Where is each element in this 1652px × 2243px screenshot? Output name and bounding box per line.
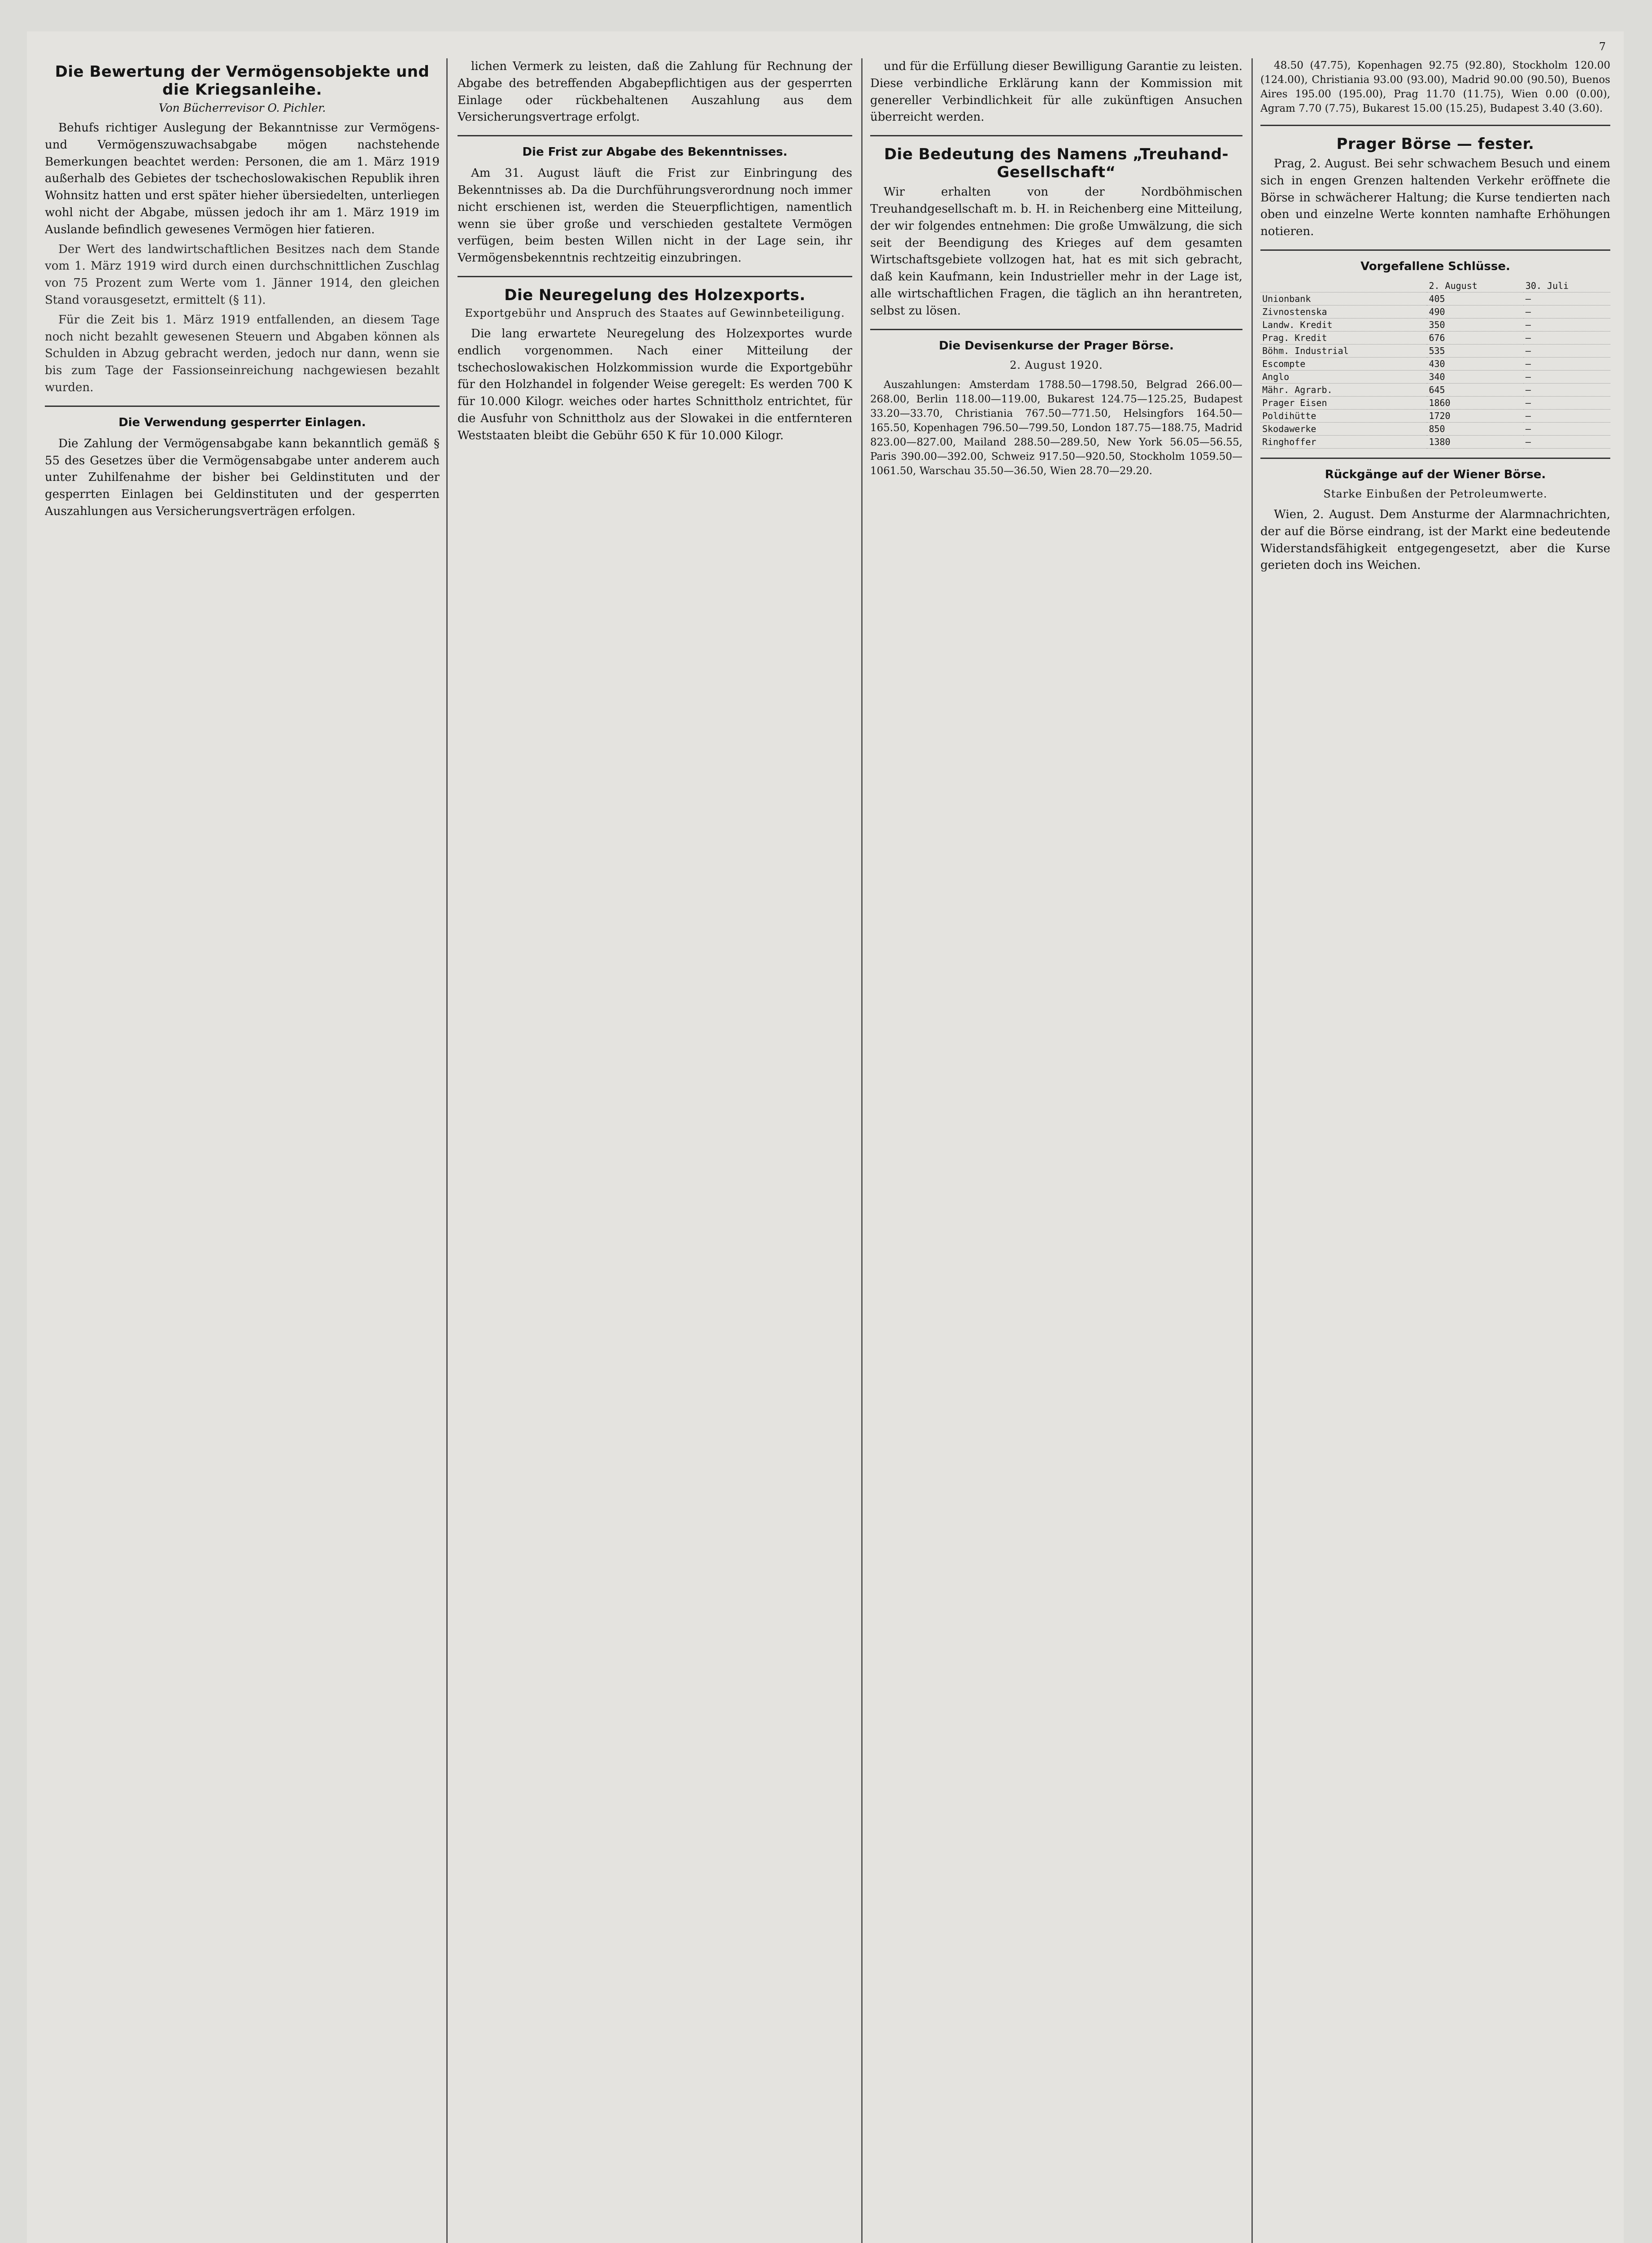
table-row — [1260, 344, 1610, 357]
table-row — [1260, 409, 1610, 422]
column-1 — [45, 58, 440, 2243]
table-row — [1260, 318, 1610, 331]
divider — [458, 135, 852, 136]
table-row — [1260, 331, 1610, 344]
column-rule — [861, 58, 863, 2243]
table-cell: 850 — [1427, 422, 1523, 435]
table-cell: — — [1524, 435, 1610, 448]
column-2 — [458, 58, 852, 2243]
article-title: Die Bedeutung des Namens „Treuhand-Gesellschaft“ — [884, 145, 1229, 182]
table-cell: Prager Eisen — [1260, 396, 1427, 409]
table-cell: 1860 — [1427, 396, 1523, 409]
table-cell: — — [1524, 409, 1610, 422]
paragraph: Auszahlungen: Amsterdam 1788.50—1798.50, Belgrad 266.00—268.00, Berlin 118.00—119.00, Bukarest 124.75—125.25, Budapest 33.20—33.70, Christiania 767.50—771.50, Helsingfors 164.50—165.50, Kopenhagen 796.50—799.50, London 187.75—188.75, Madrid 823.00—827.00, Mailand 288.50—289.50, New York 56.05—56.55, Paris 390.00—392.00, Schweiz 917.50—920.50, Stockholm 1059.50—1061.50, Warschau 35.50—36.50, Wien 28.70—29.20. — [870, 379, 1242, 477]
table-cell: — — [1524, 357, 1610, 370]
section-title: Die Devisenkurse der Prager Börse. — [939, 339, 1174, 353]
paragraph: Der Wert des landwirtschaftlichen Besitzes nach dem Stande vom 1. März 1919 wird durch einen durchschnittlichen Zuschlag von 75 Prozent zum Werte vom 1. Jänner 1914, den gleichen Stand vorausgesetzt, ermittelt (§ 11). — [45, 242, 440, 307]
table-cell: Unionbank — [1260, 292, 1427, 305]
column-3 — [870, 58, 1242, 2243]
table-cell: Zivnostenska — [1260, 305, 1427, 318]
table-row — [1260, 292, 1610, 305]
section-title: Die Verwendung gesperrter Einlagen. — [118, 415, 366, 429]
paragraph: Für die Zeit bis 1. März 1919 entfallenden, an diesem Tage noch nicht bezahlt gewesenen Steuern und Abgaben können als Schulden in Abzug gebracht werden, jedoch nur dann, wenn sie bis zum Tage der Fassionseinreichung nachgewiesen bezahlt wurden. — [45, 313, 440, 394]
paragraph: Am 31. August läuft die Frist zur Einbringung des Bekenntnisses ab. Da die Durchführungsverordnung noch immer nicht erschienen ist, werden die Steuerpflichtigen, namentlich wenn sie über große und verschieden gestaltete Vermögen verfügen, beim besten Willen nicht in der Lage sein, ihr Vermögensbekenntnis rechtzeitig einzubringen. — [458, 166, 852, 265]
article-title: Die Neuregelung des Holzexports. — [504, 286, 806, 304]
article-subtitle: Starke Einbußen der Petroleumwerte. — [1323, 487, 1547, 500]
table-row — [1260, 422, 1610, 435]
newspaper-page — [27, 31, 1624, 2243]
table-cell: — — [1524, 383, 1610, 396]
table-cell: 535 — [1427, 344, 1523, 357]
table-cell: 490 — [1427, 305, 1523, 318]
section-title: Die Frist zur Abgabe des Bekenntnisses. — [522, 145, 788, 159]
table-header — [1260, 279, 1427, 292]
article-title: Die Bewertung der Vermögensobjekte und die Kriegsanleihe. — [55, 63, 430, 99]
article-subtitle: Exportgebühr und Anspruch des Staates auf Gewinnbeteiligung. — [465, 306, 845, 319]
table-cell: 405 — [1427, 292, 1523, 305]
quotes-table — [1260, 279, 1610, 449]
table-cell: — — [1524, 331, 1610, 344]
column-rule — [1251, 58, 1253, 2243]
table-cell: 350 — [1427, 318, 1523, 331]
table-row — [1260, 435, 1610, 448]
table-cell: 1720 — [1427, 409, 1523, 422]
page-number: 7 — [1599, 40, 1606, 53]
divider — [458, 276, 852, 277]
table-cell: 676 — [1427, 331, 1523, 344]
table-cell: 645 — [1427, 383, 1523, 396]
divider — [1260, 249, 1610, 251]
table-cell: — — [1524, 318, 1610, 331]
paragraph: Prag, 2. August. Bei sehr schwachem Besuch und einem sich in engen Grenzen haltenden Verkehr eröffnete die Börse in schwächerer Haltung; die Kurse tendierten nach oben und einzelne Werte konnten namhafte Erhöhungen notieren. — [1260, 157, 1610, 239]
table-cell: — — [1524, 422, 1610, 435]
divider — [870, 329, 1242, 330]
divider — [1260, 458, 1610, 459]
table-cell: Skodawerke — [1260, 422, 1427, 435]
article-title: Prager Börse — fester. — [1336, 135, 1534, 153]
paragraph: Die lang erwartete Neuregelung des Holzexportes wurde endlich vorgenommen. Nach einer Mitteilung der tschechoslowakischen Holzkommission wurde die Exportgebühr für den Holzhandel in folgender Weise geregelt: Es werden 700 K für 10.000 Kilogr. weiches oder hartes Schnittholz entrichtet, für die Ausfuhr von Schnittholz aus der Slowakei in die entfernteren Weststaaten bleibt die Gebühr 650 K für 10.000 Kilogr. — [458, 327, 852, 442]
table-cell: — — [1524, 292, 1610, 305]
table-cell: — — [1524, 370, 1610, 383]
table-cell: Anglo — [1260, 370, 1427, 383]
paragraph: Die Zahlung der Vermögensabgabe kann bekanntlich gemäß § 55 des Gesetzes über die Vermögensabgabe unter anderem auch unter Zuhilfenahme der bisher bei Geldinstituten und der gesperrten Einlagen bei Geldinstituten und der gesperrten Auszahlungen aus Versicherungsverträgen erfolgen. — [45, 436, 440, 518]
table-cell: Poldihütte — [1260, 409, 1427, 422]
table-cell: 340 — [1427, 370, 1523, 383]
table-row — [1260, 383, 1610, 396]
paragraph: Wien, 2. August. Dem Ansturme der Alarmnachrichten, der auf die Börse eindrang, ist der Markt eine bedeutende Widerstandsfähigkeit entgegengesetzt, aber die Kurse gerieten doch ins Weichen. — [1260, 507, 1610, 572]
table-cell: 1380 — [1427, 435, 1523, 448]
table-header-row — [1260, 279, 1610, 292]
section-title: Vorgefallene Schlüsse. — [1360, 259, 1510, 273]
paragraph: lichen Vermerk zu leisten, daß die Zahlung für Rechnung der Abgabe des betreffenden Abgabepflichtigen aus der gesperrten Einlage oder rückbehaltenen Auszahlung aus dem Versicherungsvertrage erfolgt. — [458, 60, 852, 124]
date-line: 2. August 1920. — [1010, 358, 1103, 371]
paragraph: Wir erhalten von der Nordböhmischen Treuhandgesellschaft m. b. H. in Reichenberg eine Mitteilung, der wir folgendes entnehmen: Die große Umwälzung, die sich seit der Beendigung des Krieges auf dem gesamten Wirtschaftsgebiete vollzogen hat, hat es mit sich gebracht, daß kein Kaufmann, kein Industrieller mehr in der Lage ist, alle wirtschaftlichen Fragen, die täglich an ihn herantreten, selbst zu lösen. — [870, 185, 1242, 318]
divider — [1260, 125, 1610, 126]
table-cell: — — [1524, 305, 1610, 318]
table-cell: Landw. Kredit — [1260, 318, 1427, 331]
table-cell: Ringhoffer — [1260, 435, 1427, 448]
section-title: Rückgänge auf der Wiener Börse. — [1325, 467, 1546, 481]
divider — [45, 406, 440, 407]
table-header: 2. August — [1427, 279, 1523, 292]
article-byline: Von Bücherrevisor O. Pichler. — [158, 101, 326, 114]
table-row — [1260, 305, 1610, 318]
divider — [870, 135, 1242, 136]
table-cell: Prag. Kredit — [1260, 331, 1427, 344]
paragraph: und für die Erfüllung dieser Bewilligung Garantie zu leisten. Diese verbindliche Erklärung kann der Kommission mit genereller Verbindlichkeit für alle zukünftigen Ansuchen überreicht werden. — [870, 60, 1242, 124]
table-cell: Mähr. Agrarb. — [1260, 383, 1427, 396]
table-row — [1260, 396, 1610, 409]
table-header: 30. Juli — [1524, 279, 1610, 292]
table-cell: — — [1524, 344, 1610, 357]
paragraph: Behufs richtiger Auslegung der Bekanntnisse zur Vermögens- und Vermögenszuwachsabgabe mögen nachstehende Bemerkungen beachtet werden: Personen, die am 1. März 1919 außerhalb des Gebietes der tschechoslowakischen Republik ihren Wohnsitz hatten und erst später hieher übersiedelten, unterliegen wohl nicht der Abgabe, müssen jedoch ihr am 1. März 1919 im Auslande befindlich gewesenes Vermögen hier fatieren. — [45, 121, 440, 236]
column-4 — [1260, 58, 1610, 2243]
table-cell: — — [1524, 396, 1610, 409]
table-row — [1260, 370, 1610, 383]
table-cell: Escompte — [1260, 357, 1427, 370]
table-row — [1260, 357, 1610, 370]
table-cell: 430 — [1427, 357, 1523, 370]
table-cell: Böhm. Industrial — [1260, 344, 1427, 357]
column-rule — [446, 58, 448, 2243]
paragraph: 48.50 (47.75), Kopenhagen 92.75 (92.80), Stockholm 120.00 (124.00), Christiania 93.00 (93.00), Madrid 90.00 (90.50), Buenos Aires 195.00 (195.00), Prag 11.70 (11.75), Wien 0.00 (0.00), Agram 7.70 (7.75), Bukarest 15.00 (15.25), Budapest 3.40 (3.60). — [1260, 60, 1610, 114]
